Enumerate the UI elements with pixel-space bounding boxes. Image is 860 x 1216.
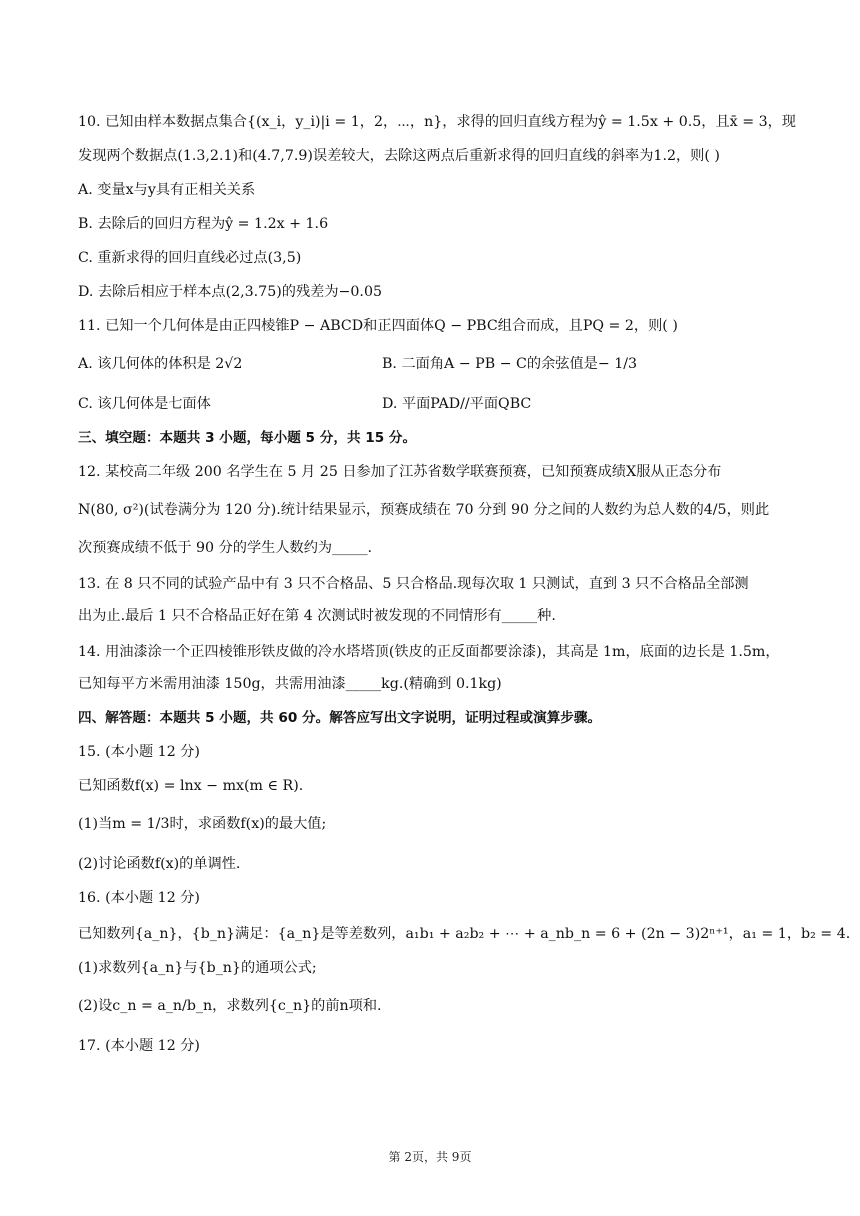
q15-part2: (2)讨论函数f(x)的单调性. [78,856,241,872]
section4-heading: 四、解答题：本题共 5 小题，共 60 分。解答应写出文字说明，证明过程或演算步骤。 [78,710,602,726]
q12-line1: 12. 某校高二年级 200 名学生在 5 月 25 日参加了江苏省数学联赛预赛，已知预赛成绩X服从正态分布 [78,464,722,480]
q13-line2: 出为止.最后 1 只不合格品正好在第 4 次测试时被发现的不同情形有_____种. [78,608,556,624]
q16-part2: (2)设c_n = a_n/b_n，求数列{c_n}的前n项和. [78,998,382,1014]
q10-option-a: A. 变量x与y具有正相关关系 [78,182,256,198]
q12-line3: 次预赛成绩不低于 90 分的学生人数约为_____. [78,540,373,556]
q11-option-a: A. 该几何体的体积是 2√2 [78,356,243,372]
q14-line1: 14. 用油漆涂一个正四棱锥形铁皮做的冷水塔塔顶(铁皮的正反面都要涂漆)，其高是 1m，底面的边长是 1.5m， [78,644,780,660]
q10-line1: 10. 已知由样本数据点集合{(x_i，y_i)|i = 1，2，⋯，n}，求得的回归直线方程为ŷ = 1.5x + 0.5，且x̄ = 3，现 [78,114,796,130]
q15-part1: (1)当m = 1/3时，求函数f(x)的最大值; [78,816,327,832]
q15-heading: 15. (本小题 12 分) [78,744,200,760]
q10-line2: 发现两个数据点(1.3,2.1)和(4.7,7.9)误差较大，去除这两点后重新求得的回归直线的斜率为1.2，则( ) [78,148,720,164]
q11-option-b: B. 二面角A − PB − C的余弦值是− 1/3 [382,356,638,372]
q14-line2: 已知每平方米需用油漆 150g，共需用油漆_____kg.(精确到 0.1kg) [78,676,502,692]
q15-stem: 已知函数f(x) = lnx − mx(m ∈ R). [78,778,304,794]
q10-option-c: C. 重新求得的回归直线必过点(3,5) [78,250,302,266]
q10-option-b: B. 去除后的回归方程为ŷ = 1.2x + 1.6 [78,216,329,232]
q16-stem: 已知数列{a_n}，{b_n}满足：{a_n}是等差数列，a₁b₁ + a₂b₂ + ⋯ + a_nb_n = 6 + (2n − 3)2ⁿ⁺¹，a₁ = 1，b₂ = 4. [78,926,851,942]
q10-option-d: D. 去除后相应于样本点(2,3.75)的残差为−0.05 [78,284,382,300]
q12-line2: N(80, σ²)(试卷满分为 120 分).统计结果显示，预赛成绩在 70 分到 90 分之间的人数约为总人数的4/5，则此 [78,502,770,518]
q17-heading: 17. (本小题 12 分) [78,1038,200,1054]
page-footer: 第 2页，共 9页 [388,1150,472,1164]
q11-option-c: C. 该几何体是七面体 [78,396,211,412]
q11-option-d: D. 平面PAD//平面QBC [382,396,532,412]
q16-heading: 16. (本小题 12 分) [78,890,200,906]
section3-heading: 三、填空题：本题共 3 小题，每小题 5 分，共 15 分。 [78,430,417,446]
q11-stem: 11. 已知一个几何体是由正四棱锥P − ABCD和正四面体Q − PBC组合而成，且PQ = 2，则( ) [78,318,678,334]
q16-part1: (1)求数列{a_n}与{b_n}的通项公式; [78,960,317,976]
q13-line1: 13. 在 8 只不同的试验产品中有 3 只不合格品、5 只合格品.现每次取 1 只测试，直到 3 只不合格品全部测 [78,576,749,592]
